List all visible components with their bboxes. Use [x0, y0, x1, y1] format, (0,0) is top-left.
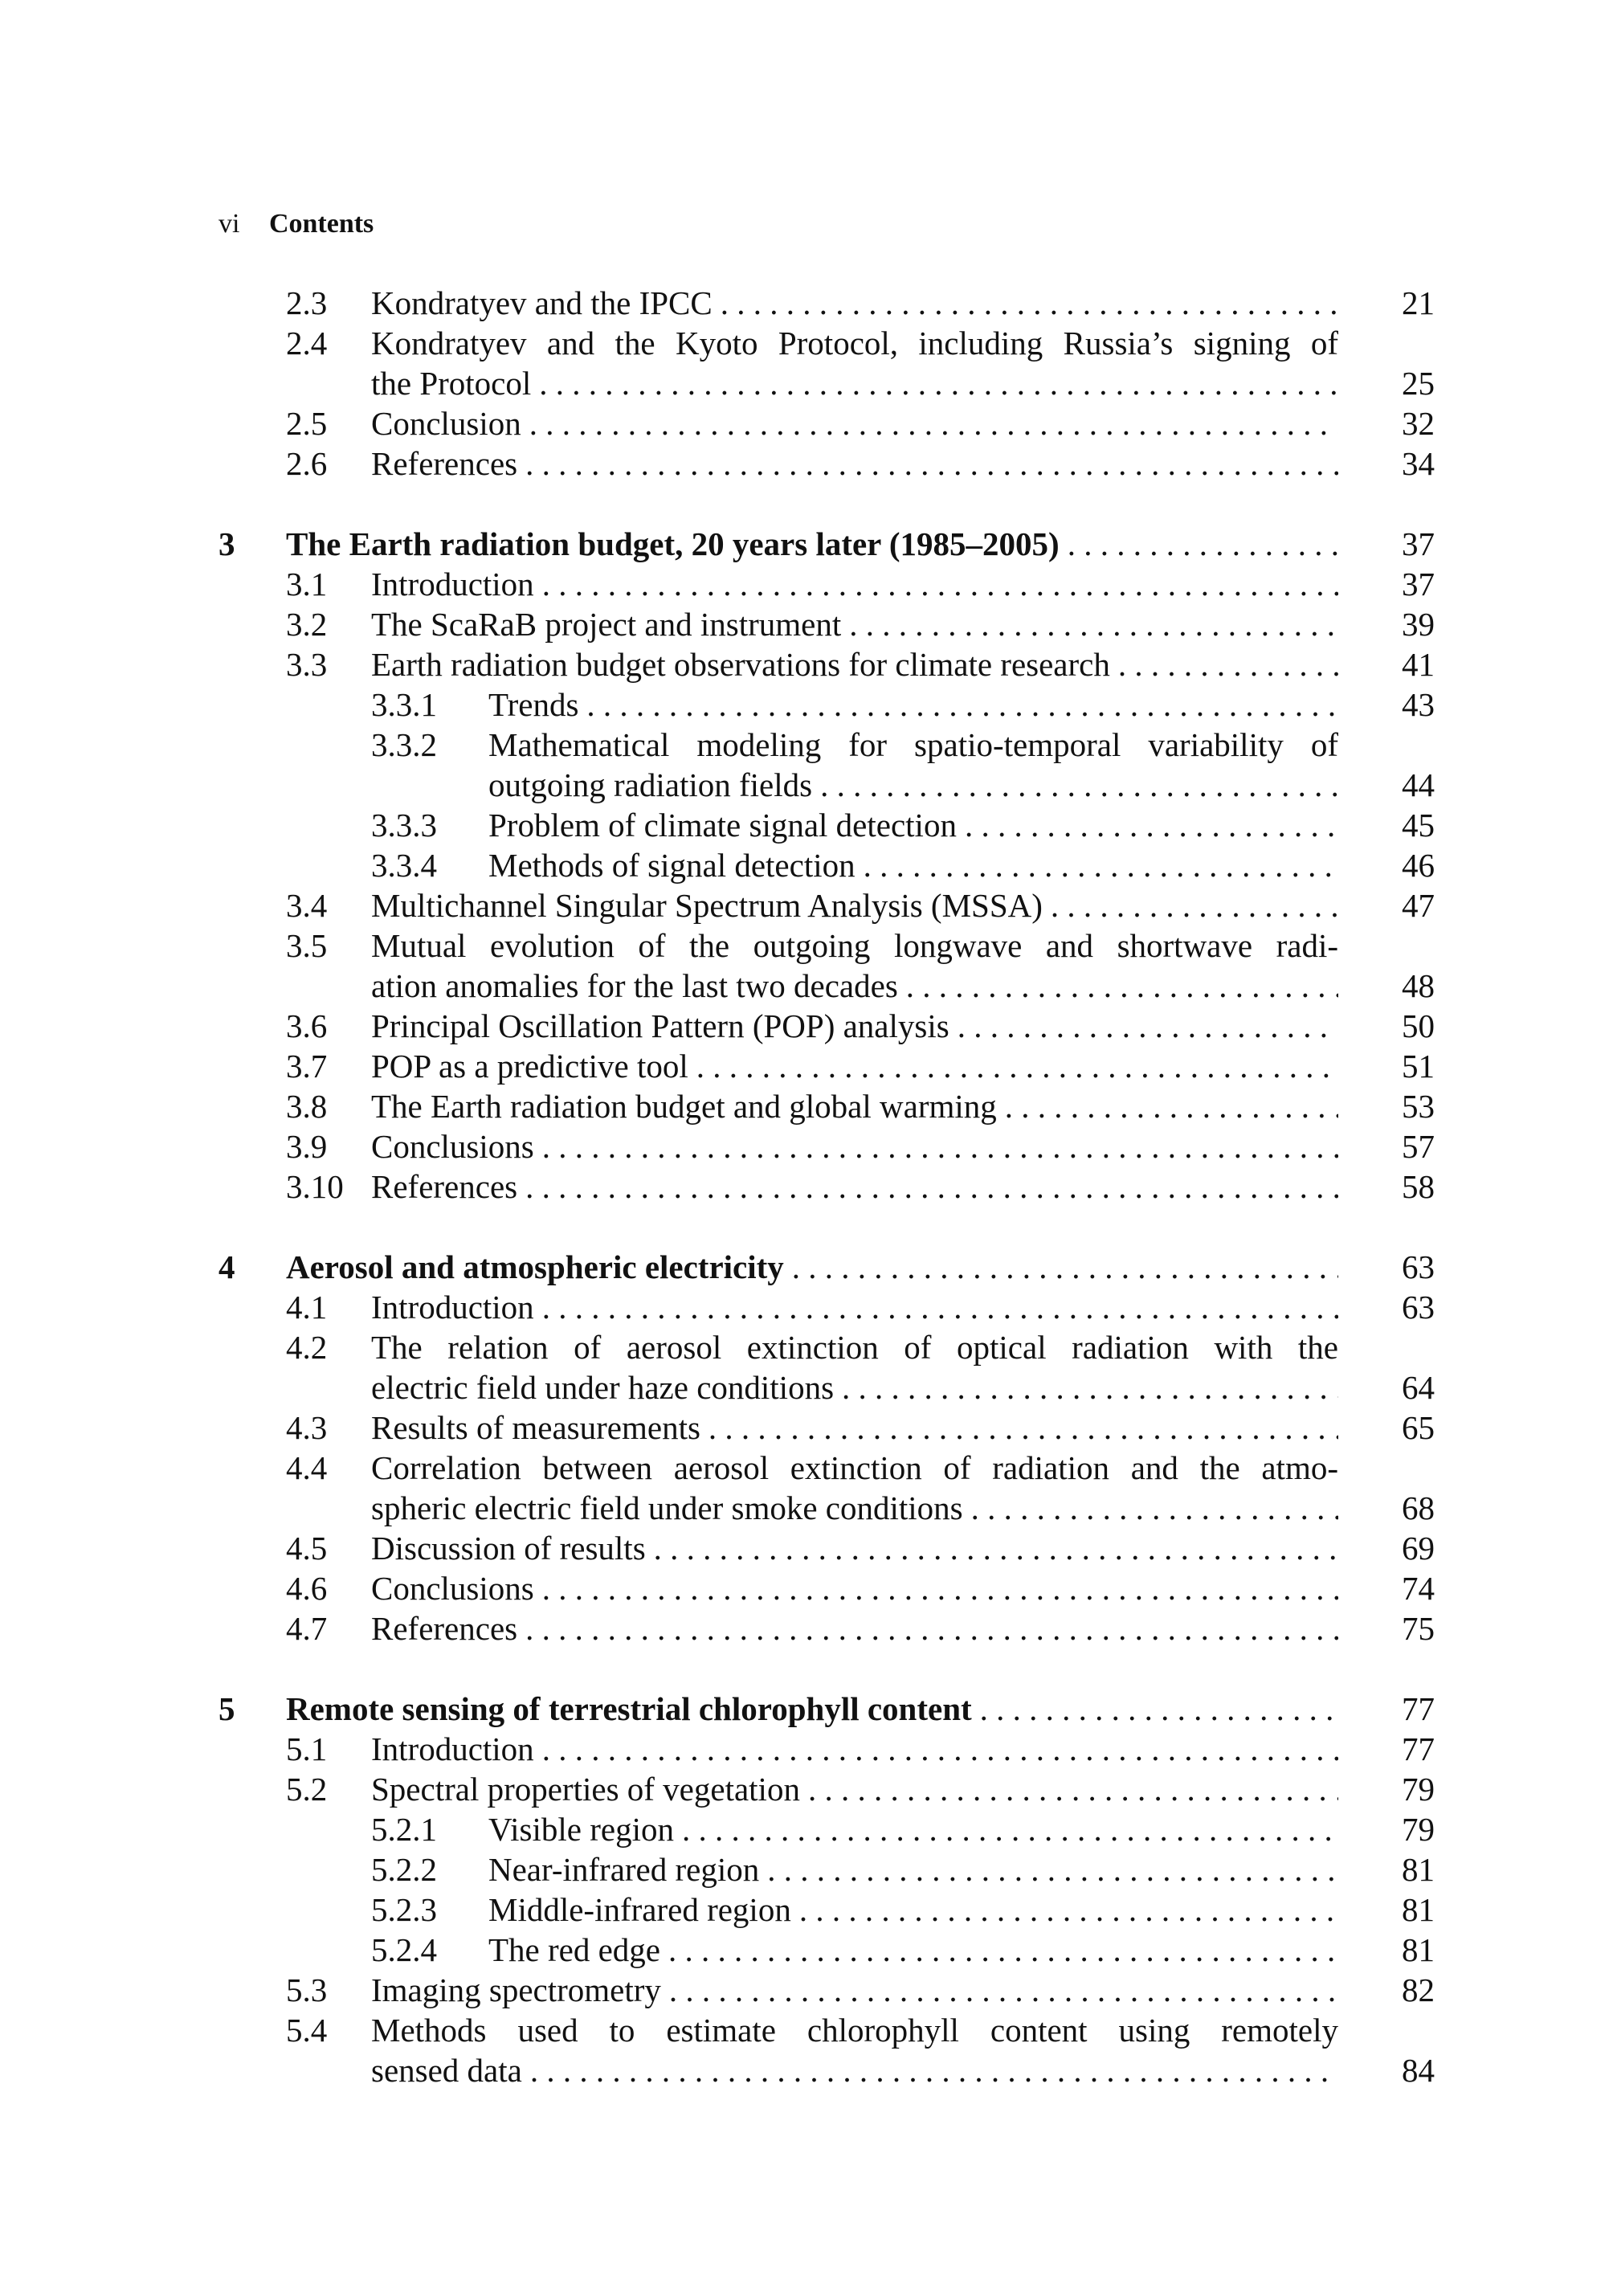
toc-page-number: 41: [1402, 646, 1435, 683]
toc-entry-label: Conclusion: [371, 405, 521, 442]
toc-entry-label: Visible region: [488, 1811, 674, 1848]
toc-entry[interactable]: [218, 1528, 1435, 1568]
toc-entry-title: [371, 1046, 1338, 1086]
toc-entry[interactable]: [218, 1166, 1435, 1207]
toc-entry-title-continuation: sensed data: [371, 2052, 522, 2089]
toc-entry-number: 5.2.2: [371, 1851, 437, 1888]
toc-entry[interactable]: [218, 1930, 1435, 1970]
toc-page-number: 37: [1402, 525, 1435, 562]
dot-leader: [534, 1729, 1338, 1769]
toc-entry-number: 5.1: [286, 1730, 328, 1767]
toc-entry-title: [371, 1970, 1338, 2010]
toc-entry-title: [371, 1568, 1338, 1608]
toc-entry-number: 4.5: [286, 1530, 328, 1567]
toc-entry-number: 3.4: [286, 887, 328, 924]
toc-entry-title: [488, 1809, 1338, 1849]
toc-entry[interactable]: [218, 2010, 1435, 2090]
toc-entry-label: Introduction: [371, 566, 534, 603]
toc-entry[interactable]: [218, 805, 1435, 845]
toc-entry[interactable]: [218, 1086, 1435, 1126]
toc-entry[interactable]: [218, 845, 1435, 885]
toc-entry-title: [286, 1689, 1338, 1729]
dot-leader: [646, 1528, 1338, 1568]
toc-entry-label: Imaging spectrometry: [371, 1971, 661, 2008]
toc-page-number: 48: [1402, 967, 1435, 1004]
toc-entry[interactable]: [218, 604, 1435, 644]
dot-leader: [534, 1287, 1338, 1327]
toc-entry-number: 3.9: [286, 1128, 328, 1165]
toc-entry-title: [371, 644, 1338, 684]
toc-entry-label: Middle-infrared region: [488, 1891, 791, 1928]
toc-page-number: 82: [1402, 1971, 1435, 2008]
toc-entry-number: 5.2: [286, 1771, 328, 1808]
toc-entry-title: [488, 845, 1338, 885]
toc-entry-title: [371, 1528, 1338, 1568]
toc-page-number: 43: [1402, 686, 1435, 723]
toc-entry-title-line: Mutual evolution of the outgoing longwave and shortwave radi-: [371, 927, 1338, 964]
dot-leader: [517, 1166, 1338, 1207]
dot-leader: [759, 1849, 1338, 1890]
toc-page-number: 46: [1402, 847, 1435, 884]
toc-page-number: 34: [1402, 445, 1435, 482]
toc-entry-number: 3.10: [286, 1168, 344, 1205]
toc-entry[interactable]: [218, 1006, 1435, 1046]
toc-entry-title: [371, 1166, 1338, 1207]
toc-page-number: 58: [1402, 1168, 1435, 1205]
toc-entry[interactable]: [218, 644, 1435, 684]
toc-entry-title: [488, 1890, 1338, 1930]
toc-entry-label: Discussion of results: [371, 1530, 646, 1567]
toc-entry-label: Principal Oscillation Pattern (POP) analysis: [371, 1007, 949, 1044]
toc-entry-number: 3.1: [286, 566, 328, 603]
toc-entry-title: [371, 283, 1338, 323]
toc-page-number: 50: [1402, 1007, 1435, 1044]
toc-entry-title-line: Mathematical modeling for spatio-temporal variability of: [488, 726, 1338, 763]
toc-entry-label: The Earth radiation budget, 20 years later (1985–2005): [286, 525, 1060, 562]
toc-entry-title: [371, 1729, 1338, 1769]
toc-page-number: 81: [1402, 1851, 1435, 1888]
dot-leader: [578, 684, 1338, 725]
toc-chapter-entry[interactable]: [218, 1247, 1435, 1287]
toc-page-number: 21: [1402, 284, 1435, 321]
toc-entry-title: [488, 1930, 1338, 1970]
toc-entry-title-continuation: spheric electric field under smoke conditions: [371, 1489, 963, 1526]
toc-entry-title: [371, 1407, 1338, 1448]
toc-page-number: 37: [1402, 566, 1435, 603]
dot-leader: [963, 1488, 1338, 1528]
toc-entry-title: [488, 684, 1338, 725]
toc-entry[interactable]: [218, 564, 1435, 604]
dot-leader: [812, 765, 1338, 805]
toc-entry-title: [286, 524, 1338, 564]
toc-page-number: 44: [1402, 766, 1435, 803]
toc-entry-title: [286, 1247, 1338, 1287]
toc-entry-number: 3.3.2: [371, 726, 437, 763]
toc-entry-label: Aerosol and atmospheric electricity: [286, 1248, 784, 1285]
toc-chapter-entry[interactable]: [218, 1689, 1435, 1729]
toc-entry-title-line: The relation of aerosol extinction of optical radiation with the: [371, 1329, 1338, 1366]
toc-entry-title: [371, 1608, 1338, 1648]
toc-entry-number: 4: [218, 1248, 235, 1285]
toc-entry-label: Conclusions: [371, 1570, 534, 1607]
toc-entry[interactable]: [218, 1568, 1435, 1608]
toc-entry[interactable]: [218, 1287, 1435, 1327]
toc-entry-title: [371, 885, 1338, 925]
toc-entry-title: [371, 323, 1338, 403]
dot-leader: [688, 1046, 1338, 1086]
toc-entry-number: 5.2.1: [371, 1811, 437, 1848]
dot-leader: [841, 604, 1338, 644]
toc-page-number: 81: [1402, 1931, 1435, 1968]
toc-entry-label: Spectral properties of vegetation: [371, 1771, 800, 1808]
dot-leader: [531, 363, 1338, 403]
toc-page-number: 53: [1402, 1088, 1435, 1125]
toc-entry-label: Methods of signal detection: [488, 847, 856, 884]
toc-page-number: 79: [1402, 1771, 1435, 1808]
dot-leader: [856, 845, 1338, 885]
page-folio: vi: [218, 209, 240, 239]
toc-entry-number: 3.5: [286, 927, 328, 964]
toc-entry-title: [371, 925, 1338, 1006]
table-of-contents: [218, 283, 1435, 2090]
toc-page-number: 84: [1402, 2052, 1435, 2089]
dot-leader: [800, 1769, 1338, 1809]
toc-entry-title: [371, 604, 1338, 644]
toc-entry[interactable]: [218, 283, 1435, 323]
dot-leader: [997, 1086, 1338, 1126]
toc-entry[interactable]: [218, 684, 1435, 725]
toc-page-number: 45: [1402, 807, 1435, 844]
toc-entry-number: 4.6: [286, 1570, 328, 1607]
toc-page-number: 57: [1402, 1128, 1435, 1165]
toc-entry-number: 4.1: [286, 1289, 328, 1326]
toc-entry-title-continuation: ation anomalies for the last two decades: [371, 967, 898, 1004]
toc-entry[interactable]: [218, 1046, 1435, 1086]
dot-leader: [522, 2050, 1338, 2090]
dot-leader: [521, 403, 1338, 443]
toc-entry-number: 5.3: [286, 1971, 328, 2008]
toc-entry-label: Results of measurements: [371, 1409, 700, 1446]
toc-entry[interactable]: [218, 1327, 1435, 1407]
toc-entry-label: Kondratyev and the IPCC: [371, 284, 713, 321]
toc-entry-label: The Earth radiation budget and global warming: [371, 1088, 997, 1125]
toc-entry-label: Multichannel Singular Spectrum Analysis (MSSA): [371, 887, 1043, 924]
toc-page-number: 77: [1402, 1730, 1435, 1767]
toc-entry-title: [371, 1769, 1338, 1809]
dot-leader: [517, 1608, 1338, 1648]
dot-leader: [534, 1126, 1338, 1166]
toc-page-number: 77: [1402, 1690, 1435, 1727]
toc-entry-label: References: [371, 1168, 518, 1205]
toc-entry-number: 5.2.4: [371, 1931, 437, 1968]
toc-entry-number: 3.3.3: [371, 807, 437, 844]
toc-entry-title: [488, 1849, 1338, 1890]
dot-leader: [534, 564, 1338, 604]
dot-leader: [949, 1006, 1338, 1046]
dot-leader: [1060, 524, 1338, 564]
toc-entry-number: 4.7: [286, 1610, 328, 1647]
toc-entry-label: References: [371, 445, 518, 482]
toc-entry[interactable]: [218, 1809, 1435, 1849]
toc-entry[interactable]: [218, 1769, 1435, 1809]
toc-entry-number: 4.4: [286, 1449, 328, 1486]
running-head: [218, 209, 374, 239]
toc-entry[interactable]: [218, 725, 1435, 805]
dot-leader: [834, 1367, 1338, 1407]
toc-entry[interactable]: [218, 1849, 1435, 1890]
toc-entry-title: [371, 1086, 1338, 1126]
toc-entry-title: [371, 1287, 1338, 1327]
dot-leader: [517, 443, 1338, 484]
toc-entry-title: [371, 403, 1338, 443]
toc-entry-number: 3: [218, 525, 235, 562]
toc-entry[interactable]: [218, 1448, 1435, 1528]
dot-leader: [660, 1930, 1338, 1970]
toc-entry-number: 3.7: [286, 1048, 328, 1085]
toc-entry-title: [371, 1126, 1338, 1166]
dot-leader: [1110, 644, 1338, 684]
toc-entry-label: The ScaRaB project and instrument: [371, 606, 842, 643]
toc-entry[interactable]: [218, 1729, 1435, 1769]
toc-page-number: 75: [1402, 1610, 1435, 1647]
toc-entry-label: References: [371, 1610, 518, 1647]
toc-page-number: 79: [1402, 1811, 1435, 1848]
toc-page-number: 68: [1402, 1489, 1435, 1526]
dot-leader: [674, 1809, 1338, 1849]
toc-entry-label: Introduction: [371, 1289, 534, 1326]
toc-entry-title-line: Kondratyev and the Kyoto Protocol, including Russia’s signing of: [371, 325, 1338, 362]
toc-entry-number: 2.4: [286, 325, 328, 362]
dot-leader: [713, 283, 1338, 323]
toc-entry-title: [488, 805, 1338, 845]
toc-page-number: 47: [1402, 887, 1435, 924]
running-head-title: Contents: [268, 209, 374, 239]
toc-entry-label: Conclusions: [371, 1128, 534, 1165]
toc-page-number: 63: [1402, 1248, 1435, 1285]
toc-entry-number: 5: [218, 1690, 235, 1727]
dot-leader: [791, 1890, 1338, 1930]
toc-page-number: 64: [1402, 1369, 1435, 1406]
dot-leader: [784, 1247, 1338, 1287]
toc-entry-title: [371, 443, 1338, 484]
toc-page-number: 63: [1402, 1289, 1435, 1326]
toc-entry-number: 5.2.3: [371, 1891, 437, 1928]
toc-entry-title: [371, 2010, 1338, 2090]
dot-leader: [534, 1568, 1338, 1608]
toc-entry[interactable]: [218, 1407, 1435, 1448]
dot-leader: [972, 1689, 1338, 1729]
toc-entry-number: 4.2: [286, 1329, 328, 1366]
toc-page-number: 69: [1402, 1530, 1435, 1567]
toc-entry-number: 2.5: [286, 405, 328, 442]
dot-leader: [957, 805, 1338, 845]
toc-entry-label: Remote sensing of terrestrial chlorophyll content: [286, 1690, 972, 1727]
toc-chapter-entry[interactable]: [218, 524, 1435, 564]
dot-leader: [898, 966, 1338, 1006]
toc-page-number: 65: [1402, 1409, 1435, 1446]
toc-entry-title-continuation: outgoing radiation fields: [488, 766, 813, 803]
toc-entry-label: Problem of climate signal detection: [488, 807, 957, 844]
toc-entry-title-line: Methods used to estimate chlorophyll content using remotely: [371, 2012, 1338, 2049]
toc-entry-label: POP as a predictive tool: [371, 1048, 688, 1085]
toc-entry[interactable]: [218, 1126, 1435, 1166]
toc-entry-number: 3.3.1: [371, 686, 437, 723]
toc-entry[interactable]: [218, 1608, 1435, 1648]
toc-entry-number: 3.8: [286, 1088, 328, 1125]
toc-entry[interactable]: [218, 443, 1435, 484]
toc-page-number: 74: [1402, 1570, 1435, 1607]
toc-entry-title-continuation: the Protocol: [371, 365, 532, 402]
toc-entry-number: 4.3: [286, 1409, 328, 1446]
toc-entry[interactable]: [218, 885, 1435, 925]
toc-page-number: 39: [1402, 606, 1435, 643]
toc-entry-label: Earth radiation budget observations for climate research: [371, 646, 1110, 683]
toc-entry-label: Trends: [488, 686, 579, 723]
toc-entry[interactable]: [218, 925, 1435, 1006]
toc-entry-title: [371, 564, 1338, 604]
toc-entry-title: [488, 725, 1338, 805]
toc-entry-number: 3.3: [286, 646, 328, 683]
toc-entry-label: Introduction: [371, 1730, 534, 1767]
toc-entry-title: [371, 1448, 1338, 1528]
dot-leader: [700, 1407, 1338, 1448]
toc-entry[interactable]: [218, 323, 1435, 403]
toc-entry-number: 3.6: [286, 1007, 328, 1044]
toc-entry-label: The red edge: [488, 1931, 660, 1968]
toc-page-number: 25: [1402, 365, 1435, 402]
toc-entry-number: 5.4: [286, 2012, 328, 2049]
toc-entry-title-line: Correlation between aerosol extinction of radiation and the atmo-: [371, 1449, 1338, 1486]
dot-leader: [1043, 885, 1338, 925]
dot-leader: [661, 1970, 1338, 2010]
toc-page-number: 32: [1402, 405, 1435, 442]
toc-entry-number: 2.3: [286, 284, 328, 321]
toc-entry[interactable]: [218, 1890, 1435, 1930]
toc-entry-label: Near-infrared region: [488, 1851, 760, 1888]
toc-entry[interactable]: [218, 403, 1435, 443]
toc-entry-title-continuation: electric field under haze conditions: [371, 1369, 835, 1406]
toc-page-number: 51: [1402, 1048, 1435, 1085]
toc-entry-number: 2.6: [286, 445, 328, 482]
toc-entry-number: 3.3.4: [371, 847, 437, 884]
toc-entry[interactable]: [218, 1970, 1435, 2010]
toc-page-number: 81: [1402, 1891, 1435, 1928]
toc-entry-title: [371, 1006, 1338, 1046]
toc-entry-title: [371, 1327, 1338, 1407]
toc-entry-number: 3.2: [286, 606, 328, 643]
